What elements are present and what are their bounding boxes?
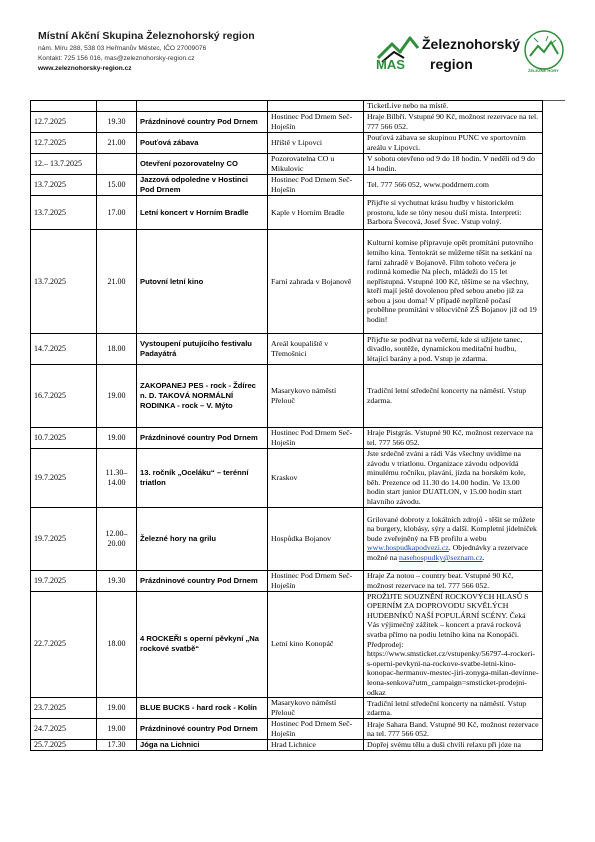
event-date: 22.7.2025 — [31, 591, 97, 698]
event-name: BLUE BUCKS - hard rock - Kolín — [137, 698, 268, 719]
event-time: 11.30– 14.00 — [97, 449, 137, 508]
event-place: Hrad Lichnice — [268, 740, 364, 751]
event-name: Vystoupení putujícího festivalu Padayátrá — [137, 334, 268, 365]
email-link[interactable]: nasehospudky@seznam.cz — [399, 552, 483, 562]
event-place: Hřiště v Lipovci — [268, 133, 364, 154]
event-description: Hraje Pistgrás. Vstupné 90 Kč, možnost rezervace na tel. 777 566 052. — [364, 428, 543, 449]
event-date: 13.7.2025 — [31, 175, 97, 196]
event-time: 19.00 — [97, 698, 137, 719]
event-row — [31, 175, 543, 196]
event-name: Prázdninové country Pod Drnem — [137, 719, 268, 740]
event-date: 19.7.2025 — [31, 449, 97, 508]
event-description: TicketLive nebo na místě. — [364, 101, 543, 112]
event-place: Farní zahrada v Bojanově — [268, 230, 364, 334]
event-time: 19.00 — [97, 365, 137, 428]
logo-mas-text: MAS — [376, 57, 405, 72]
event-place: Pozorovatelna CO u Mikulovic — [268, 154, 364, 175]
logo-title-line2: region — [430, 56, 473, 72]
event-date: 16.7.2025 — [31, 365, 97, 428]
event-place: Areál koupaliště v Třemošnici — [268, 334, 364, 365]
event-time: 15.00 — [97, 175, 137, 196]
event-place: Kaple v Horním Bradle — [268, 196, 364, 230]
event-date — [31, 101, 97, 112]
event-name: Putovní letní kino — [137, 230, 268, 334]
org-web[interactable]: www.zeleznohorsky-region.cz — [38, 65, 132, 72]
event-place: Hostinec Pod Drnem Seč-Hoješín — [268, 570, 364, 591]
event-time — [97, 154, 137, 175]
event-name: Jóga na Lichnici — [137, 740, 268, 751]
event-time: 19.00 — [97, 428, 137, 449]
event-place: Masarykovo náměstí Přelouč — [268, 698, 364, 719]
event-time: 18.00 — [97, 591, 137, 698]
event-row — [31, 719, 543, 740]
event-description: V sobotu otevřeno od 9 do 18 hodin. V neděli od 9 do 14 hodin. — [364, 154, 543, 175]
event-row — [31, 570, 543, 591]
mas-logo — [358, 26, 570, 80]
event-row — [31, 154, 543, 175]
web-link[interactable]: www.hospudkapodvezi.cz — [367, 543, 449, 553]
event-place: Hostinec Pod Drnem Seč-Hoješín — [268, 719, 364, 740]
event-description: Dopřej svému tělu a duši chvíli relaxu při józe na — [364, 740, 543, 751]
event-row — [31, 101, 543, 112]
event-time: 19.00 — [97, 719, 137, 740]
event-row — [31, 740, 543, 751]
event-time: 19.30 — [97, 570, 137, 591]
event-row — [31, 698, 543, 719]
event-description: Tradiční letní středeční koncerty na náměstí. Vstup zdarma. — [364, 365, 543, 428]
event-time: 21.00 — [97, 133, 137, 154]
event-name: Prázdninové country Pod Drnem — [137, 112, 268, 133]
event-description: Tradiční letní středeční koncerty na náměstí. Vstup zdarma. — [364, 698, 543, 719]
event-date: 10.7.2025 — [31, 428, 97, 449]
event-date: 14.7.2025 — [31, 334, 97, 365]
event-name: Železné hory na grilu — [137, 507, 268, 570]
event-row — [31, 196, 543, 230]
event-date: 19.7.2025 — [31, 570, 97, 591]
logo-subtitle: ŽELEZNÉ HORY — [528, 68, 559, 73]
event-row — [31, 428, 543, 449]
org-name: Místní Akční Skupina Železnohorský region — [38, 30, 255, 42]
event-name — [137, 101, 268, 112]
org-address: nám. Míru 288, 538 03 Heřmanův Městec, IČO 27009076 — [38, 45, 207, 52]
event-row — [31, 112, 543, 133]
event-place: Letní kino Konopáč — [268, 591, 364, 698]
event-row — [31, 334, 543, 365]
event-name: 4 ROCKEŘI s operní pěvkyní „Na rockové svatbě“ — [137, 591, 268, 698]
event-place: Hostinec Pod Drnem Seč-Hoješín — [268, 175, 364, 196]
event-description: Hraje Za notou – country beat. Vstupné 90 Kč, možnost rezervace na tel. 777 566 052. — [364, 570, 543, 591]
event-row — [31, 133, 543, 154]
event-description: Hraje Sahara Band. Vstupné 90 Kč, možnost rezervace na tel. 777 566 052. — [364, 719, 543, 740]
event-name: Prázdninové country Pod Drnem — [137, 570, 268, 591]
org-contact: Kontakt: 725 156 016, mas@zeleznohorsky-region.cz — [38, 55, 195, 62]
events-body — [31, 101, 543, 751]
event-name: Jazzová odpoledne v Hostinci Pod Drnem — [137, 175, 268, 196]
event-time: 12.00– 20.00 — [97, 507, 137, 570]
event-description: Přijďte si vychutnat krásu hudby v historickém prostoru, kde se tóny nesou duší místa. Interpreti: Barbora Švecová, Josef Švec. Vstup volný. — [364, 196, 543, 230]
event-description: Pouťová zábava se skupinou PUNC ve sportovním areálu v Lipovci. — [364, 133, 543, 154]
events-table — [30, 100, 543, 751]
event-time: 21.00 — [97, 230, 137, 334]
event-place: Masarykovo náměstí Přelouč — [268, 365, 364, 428]
description-text: . Objednávky a rezervace možné na — [367, 543, 529, 562]
event-place: Hostinec Pod Drnem Seč-Hoješín — [268, 428, 364, 449]
logo-title-line1: Železnohorský — [422, 36, 521, 52]
event-row — [31, 507, 543, 570]
event-date: 12.– 13.7.2025 — [31, 154, 97, 175]
event-description: Přijďte se podívat na večerní, kde si užijete tanec, divadlo, soutěže, dynamickou meditační hudbu, létající barány a pod. Vstup je zdarma. — [364, 334, 543, 365]
event-description: Kulturní komise připravuje opět promítání putovního letního kina. Tentokrát se můžeme těšit na setkání na farní zahradě v Bojanově. Film tohoto večera je rodinná komedie Na plech, mládeži do 15 let nepřístupná. Vstupné 100 Kč, těšíme se na všechny, kteří mají ještě dovolenou před sebou anebo již za sebou a jsou doma! V případě nepřízně počasí proběhne promítání v tělocvičně ZŠ Bojanov již od 19 hodin! — [364, 230, 543, 334]
event-row — [31, 365, 543, 428]
event-name: ZAKOPANEJ PES - rock - Ždírec n. D. TAKOVÁ NORMÁLNÍ RODINKA - rock – V. Mýto — [137, 365, 268, 428]
description-text: Grilované dobroty z lokálních zdrojů - těšit se můžete na burgery, klobásy, sýry a další. Kompletní jídelníček bude zveřejněný na FB profilu a webu — [367, 514, 537, 543]
event-name: Prázdninové country Pod Drnem — [137, 428, 268, 449]
event-date: 12.7.2025 — [31, 133, 97, 154]
event-place — [268, 101, 364, 112]
event-time — [97, 101, 137, 112]
event-name: Otevření pozorovatelny CO — [137, 154, 268, 175]
event-row — [31, 591, 543, 698]
event-description: Tel. 777 566 052, www.poddrnem.com — [364, 175, 543, 196]
description-text: . — [482, 552, 485, 562]
event-name: Letní koncert v Horním Bradle — [137, 196, 268, 230]
letterhead — [30, 26, 570, 96]
event-date: 13.7.2025 — [31, 230, 97, 334]
event-time: 19.30 — [97, 112, 137, 133]
event-date: 24.7.2025 — [31, 719, 97, 740]
event-description: Jste srdečně zváni a rádi Vás všechny uvidíme na závodu v triatlonu. Organizace závodu odpovídá minulému ročníku, plavání, jízda na horském kole, běh. Prezence od 11.30 do 14.00 hodin. Ve 13.00 hodin start junior DUATLON, v 15.00 hodin start hlavního závodu. — [364, 449, 543, 508]
event-time: 17.30 — [97, 740, 137, 751]
event-time: 17.00 — [97, 196, 137, 230]
event-date: 12.7.2025 — [31, 112, 97, 133]
event-place: Hospůdka Bojanov — [268, 507, 364, 570]
event-date: 23.7.2025 — [31, 698, 97, 719]
event-date: 13.7.2025 — [31, 196, 97, 230]
event-name: 13. ročník „Oceláku“ – terénní triatlon — [137, 449, 268, 508]
event-place: Hostinec Pod Drnem Seč-Hoješín — [268, 112, 364, 133]
event-time: 18.00 — [97, 334, 137, 365]
event-date: 25.7.2025 — [31, 740, 97, 751]
event-row — [31, 230, 543, 334]
event-date: 19.7.2025 — [31, 507, 97, 570]
event-place: Kraskov — [268, 449, 364, 508]
event-description: Hraje Bilbří. Vstupné 90 Kč, možnost rezervace na tel. 777 566 052. — [364, 112, 543, 133]
event-row — [31, 449, 543, 508]
event-name: Pouťová zábava — [137, 133, 268, 154]
event-description — [364, 507, 543, 570]
event-description: PROŽIJTE SOUZNĚNÍ ROCKOVÝCH HLASŮ S OPERNÍM ZA DOPROVODU SKVĚLÝCH HUDEBNÍKŮ NAŠÍ POPULÁRNÍ SCÉNY. Čeká Vás výjimečný zážitek – koncert a pravá rocková svatba přímo na podiu letního kina na Konopáči. Předprodej: https://www.smsticket.cz/vstupenky/56797-4-rockeri-s-operni-pevkyni-na-rockove-svatbe-letni-kino-konopac-hermanuv-mestec-jiri-zonyga-milan-devinne-leona-senkova?utm_campaign=smsticket-prodejni-odkaz — [364, 591, 543, 698]
